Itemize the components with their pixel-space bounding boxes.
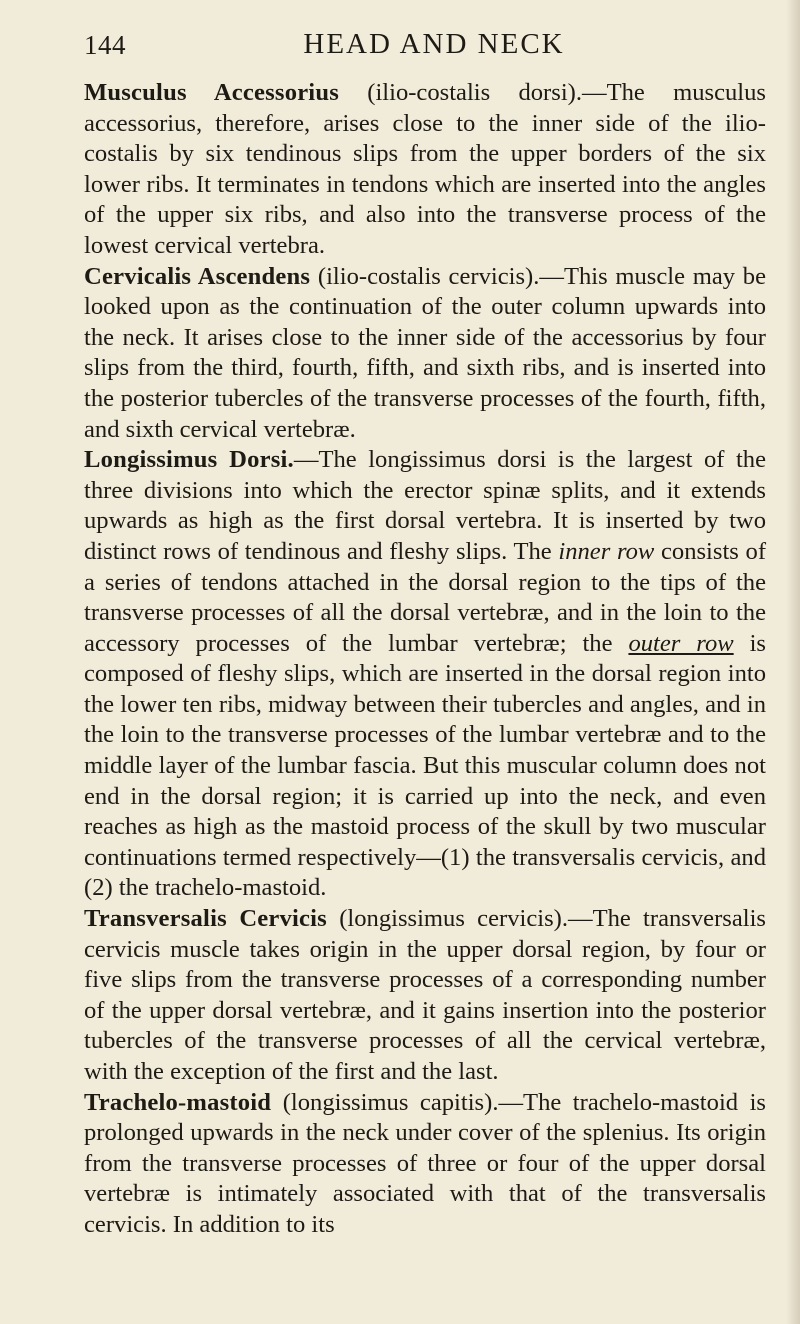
paragraph-text: (ilio-costalis dorsi).—The musculus accessorius, therefore, arises close to the inner side of the ilio-costalis by six tendinous slips from the upper borders of the six lower ribs. It terminates in tendons which are inserted into the angles of the upper six ribs, and also into the transverse process of the lowest cervical vertebra. (84, 79, 766, 259)
page-edge-shadow (786, 0, 800, 1324)
paragraph-heading: Trachelo-mastoid (84, 1088, 272, 1116)
paragraph-heading: Cervicalis Ascendens (84, 262, 311, 290)
paragraph-text: is composed of fleshy slips, which are inserted in the dorsal region into the lower ten ribs, midway between their tubercles and angles, and in the loin to the transverse processes of the lumbar vertebræ and to the middle layer of the lumbar fascia. But this muscular column does not end in the dorsal region; it is carried up into the neck, and even reaches as high as the mastoid process of the skull by two muscular continuations termed respectively—(1) the transversalis cervicis, and (2) the trachelo-mastoid. (84, 629, 766, 902)
page-header (84, 22, 784, 62)
paragraph-trachelo-mastoid (84, 1088, 766, 1241)
paragraph-transversalis-cervicis (84, 904, 766, 1088)
paragraph-musculus-accessorius (84, 78, 766, 262)
paragraph-text: (ilio-costalis cervicis).—This muscle may be looked upon as the continuation of the outer column upwards into the neck. It arises close to the inner side of the accessorius by four slips from the third, fourth, fifth, and sixth ribs, and is inserted into the posterior tubercles of the transverse processes of the fourth, fifth, and sixth cervical vertebræ. (84, 262, 766, 443)
emphasis-outer-row: outer row (628, 629, 734, 657)
paragraph-longissimus-dorsi (84, 445, 766, 904)
emphasis-inner-row: inner row (558, 537, 655, 565)
body-text (84, 78, 766, 1241)
paragraph-text: (longissimus capitis).—The trachelo-mastoid is prolonged upwards in the neck under cover of the splenius. Its origin from the transverse processes of three or four of the upper dorsal vertebræ is intimately associated with that of the transversalis cervicis. In addition to its (84, 1088, 766, 1238)
paragraph-text: (longissimus cervicis).—The transversalis cervicis muscle takes origin in the upper dorsal region, by four or five slips from the transverse processes of a corresponding number of the upper dorsal vertebræ, and it gains insertion into the posterior tubercles of the transverse processes of all the cervical vertebræ, with the exception of the first and the last. (84, 905, 766, 1085)
paragraph-text: consists of a series of tendons attached in the dorsal region to the tips of the transverse processes of all the dorsal vertebræ, and in the loin to the accessory processes of the lumbar vertebræ; the (84, 537, 767, 657)
paragraph-text: —The longissimus dorsi is the largest of the three divisions into which the erector spinæ splits, and it extends upwards as high as the first dorsal vertebra. It is inserted by two distinct rows of tendinous and fleshy slips. The (84, 446, 766, 565)
paragraph-heading: Transversalis Cervicis (84, 905, 327, 933)
running-head: HEAD AND NECK (303, 28, 565, 60)
page-number: 144 (84, 30, 126, 60)
paragraph-heading: Musculus Accessorius (84, 79, 339, 106)
paragraph-heading: Longissimus Dorsi. (84, 446, 294, 474)
paragraph-cervicalis-ascendens (84, 262, 766, 446)
